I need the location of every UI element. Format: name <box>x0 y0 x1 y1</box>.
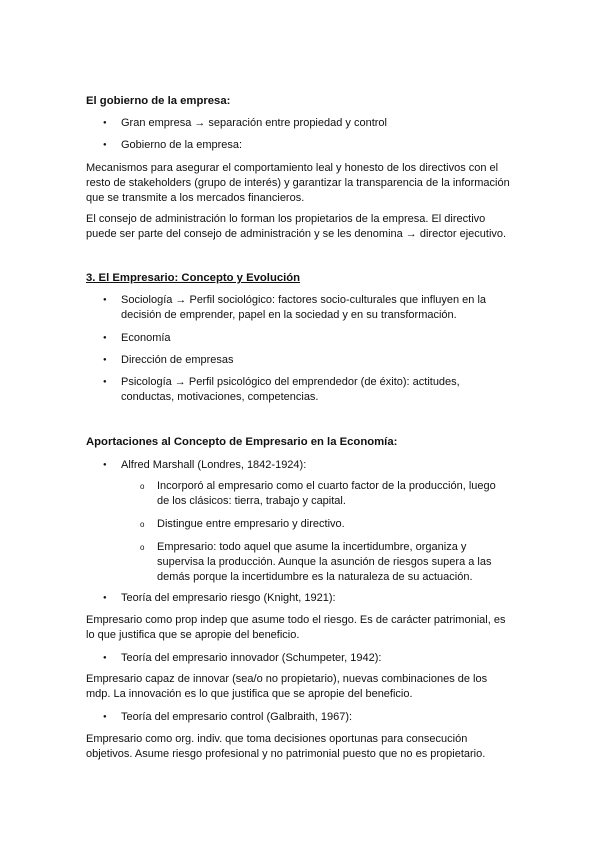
bullet-economia: ● Economía <box>121 331 501 346</box>
paragraph-schumpeter: Empresario capaz de innovar (sea/o no propietario), nuevas combinaciones de los mdp. La innovación es lo que justifica que se apropie del beneficio. <box>86 673 488 700</box>
heading-gobierno: El gobierno de la empresa: <box>86 95 231 107</box>
subbullet-incertidumbre: o Empresario: todo aquel que asume la incertidumbre, organiza y supervisa la producción. Aunque la asunción de riesgos supera a las demás porque la incertidumbre es la naturaleza de su actuación. <box>157 540 497 585</box>
bullet-knight: ● Teoría del empresario riesgo (Knight, 1921): <box>121 591 501 606</box>
heading-aportaciones: Aportaciones al Concepto de Empresario en la Economía: <box>86 436 398 448</box>
bullet-psicologia: ● Psicología → Perfil psicológico del emprendedor (de éxito): actitudes, conductas, motivaciones, competencias. <box>121 375 501 405</box>
subbullet-cuarto-factor: o Incorporó al empresario como el cuarto factor de la producción, luego de los clásicos: tierra, trabajo y capital. <box>157 479 497 509</box>
bullet-gobierno-empresa: ● Gobierno de la empresa: <box>121 138 501 153</box>
subbullet-distingue: o Distingue entre empresario y directivo. <box>157 517 497 532</box>
paragraph-galbraith: Empresario como org. indiv. que toma decisiones oportunas para consecución objetivos. Asume riesgo profesional y no patrimonial puesto que no es propietario. <box>86 733 486 760</box>
bullet-sociologia: ● Sociología → Perfil sociológico: factores socio-culturales que influyen en la decisión de emprender, papel en la sociedad y en su transformación. <box>121 293 501 323</box>
bullet-schumpeter: ● Teoría del empresario innovador (Schumpeter, 1942): <box>121 651 501 666</box>
paragraph-consejo: El consejo de administración lo forman los propietarios de la empresa. El directivo puede ser parte del consejo de administración y se les denomina → director ejecutivo. <box>86 213 507 240</box>
bullet-galbraith: ● Teoría del empresario control (Galbraith, 1967): <box>121 710 501 725</box>
heading-empresario-concepto: 3. El Empresario: Concepto y Evolución <box>86 272 301 284</box>
bullet-direccion: ● Dirección de empresas <box>121 353 501 368</box>
paragraph-mecanismos: Mecanismos para asegurar el comportamiento leal y honesto de los directivos con el resto de stakeholders (grupo de interés) y garantizar la transparencia de la información que se transmite a los mercados financieros. <box>86 162 510 204</box>
bullet-marshall: ● Alfred Marshall (Londres, 1842-1924): <box>121 458 501 473</box>
bullet-gran-empresa: ● Gran empresa → separación entre propiedad y control <box>121 116 501 131</box>
paragraph-knight: Empresario como prop indep que asume todo el riesgo. Es de carácter patrimonial, es lo que justifica que se apropie del beneficio. <box>86 614 506 641</box>
